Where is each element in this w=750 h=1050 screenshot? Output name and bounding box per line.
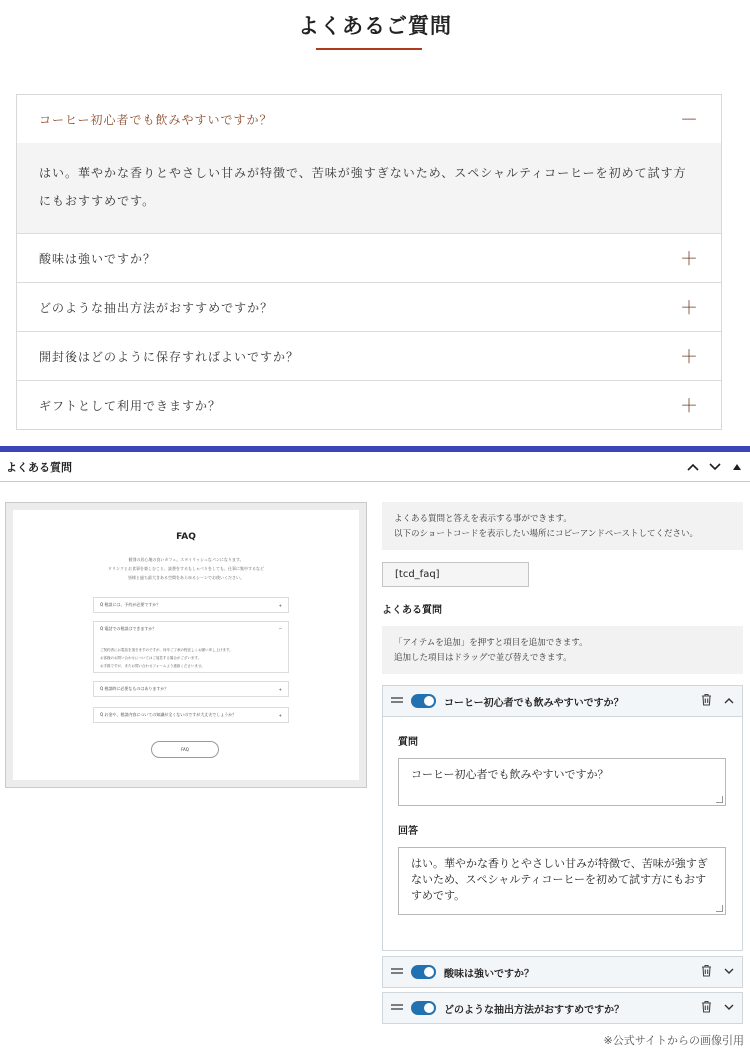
toggle-switch[interactable] (411, 1001, 436, 1015)
faq-editor-item-body (383, 716, 742, 915)
trash-icon[interactable] (701, 1000, 712, 1016)
faq-item (17, 282, 721, 331)
panel-controls (686, 460, 744, 474)
image-credit: ※公式サイトからの画像引用 (603, 1034, 744, 1047)
hint-line: 追加した項目はドラッグで並び替えできます。 (394, 653, 572, 663)
preview-question: Q 電話での相談はできますか？ (100, 626, 157, 631)
preview-answer-line: お客様のお問い合わせについてはご返答する場合がございます。 (100, 656, 202, 660)
question-textarea[interactable]: コーヒー初心者でも飲みやすいですか？ (398, 758, 726, 806)
preview-canvas (13, 510, 359, 780)
chevron-down-icon[interactable] (724, 967, 734, 978)
panel-title: よくある質問 (6, 460, 72, 474)
shortcode-field[interactable]: [tcd_faq] (382, 562, 529, 587)
preview-description (13, 555, 359, 582)
hint-box (382, 626, 743, 674)
minus-icon: − (278, 626, 282, 631)
chevron-up-icon[interactable] (686, 460, 700, 474)
question-field-label: 質問 (398, 737, 418, 748)
preview-desc-line: 個別の居心地の良いカフェ。スタイリッシュなパンになります。 (128, 557, 244, 562)
preview-question: Q お金や、相談内容についての知識が全くないのですが大丈夫でしょうか？ (100, 712, 237, 717)
faq-question-toggle[interactable] (17, 283, 721, 331)
plus-icon[interactable]: ＋ (680, 298, 699, 319)
preview-faq-item (93, 597, 289, 613)
faq-question-text: 酸味は強いですか？ (39, 251, 157, 266)
drag-handle-icon[interactable] (391, 1003, 403, 1014)
preview-question: Q 相談時に必要なものはありますか？ (100, 686, 169, 691)
title-underline (316, 48, 422, 50)
description-line: 以下のショートコードを表示したい場所にコピーアンドペーストしてください。 (394, 529, 698, 539)
faq-accordion (16, 94, 722, 430)
answer-field-label: 回答 (398, 826, 418, 837)
preview-faq-item (93, 681, 289, 697)
toggle-switch[interactable] (411, 694, 436, 708)
faq-question-text: コーヒー初心者でも飲みやすいですか？ (39, 112, 273, 127)
preview-faq-item-open (93, 621, 289, 673)
faq-editor-item-label: 酸味は強いですか？ (444, 968, 534, 980)
preview-answer-line: お手数ですが、またお問い合わせフォームより連絡くださいませ。 (100, 664, 205, 668)
faq-editor-item-label: どのような抽出方法がおすすめですか？ (444, 1004, 625, 1016)
preview-faq-item (93, 707, 289, 723)
plus-icon: + (278, 686, 282, 692)
faq-preview-thumbnail (5, 502, 367, 788)
chevron-down-icon[interactable] (724, 1003, 734, 1014)
triangle-up-icon[interactable] (730, 460, 744, 474)
preview-answer-line: ご契約者にお電話を頂きますのですが、何卒ご了承の程宜しくお願い申し上げます。 (100, 648, 233, 652)
faq-editor-item-label: コーヒー初心者でも飲みやすいですか？ (444, 697, 624, 709)
item-actions (701, 964, 734, 980)
faq-item (17, 95, 721, 233)
item-actions (701, 1000, 734, 1016)
chevron-up-icon[interactable] (724, 696, 734, 707)
description-line: よくある質問と答えを表示する事ができます。 (394, 514, 572, 524)
faq-question-toggle[interactable] (17, 95, 721, 143)
panel-header (0, 452, 750, 482)
plus-icon[interactable]: ＋ (680, 347, 699, 368)
preview-desc-line: 皆様と過ち最大きある空間をあらゆるシーンでお使いください。 (128, 575, 244, 580)
faq-editor-item-header[interactable] (383, 993, 742, 1023)
toggle-switch[interactable] (411, 965, 436, 979)
trash-icon[interactable] (701, 964, 712, 980)
faq-item (17, 233, 721, 282)
faq-page-title: よくあるご質問 (298, 14, 452, 38)
trash-icon[interactable] (701, 693, 712, 709)
drag-handle-icon[interactable] (391, 967, 403, 978)
preview-desc-line: ドリンクとお食事を楽しむこと、読書をするもしゃべりをしても、仕事に集中するなど (108, 566, 264, 571)
faq-item (17, 331, 721, 380)
plus-icon: + (278, 602, 282, 608)
description-box (382, 502, 743, 550)
faq-question-text: どのような抽出方法がおすすめですか？ (39, 300, 274, 315)
faq-question-toggle[interactable] (17, 234, 721, 282)
chevron-down-icon[interactable] (708, 460, 722, 474)
faq-editor-item (382, 992, 743, 1024)
faq-editor-item-header[interactable] (383, 957, 742, 987)
faq-item (17, 380, 721, 429)
drag-handle-icon[interactable] (391, 696, 403, 707)
plus-icon[interactable]: ＋ (680, 396, 699, 417)
faq-editor-item (382, 956, 743, 988)
faq-question-text: 開封後はどのように保存すればよいですか？ (39, 349, 300, 364)
faq-question-toggle[interactable] (17, 332, 721, 380)
item-actions (701, 693, 734, 709)
preview-answer (94, 644, 288, 672)
faq-question-text: ギフトとして利用できますか？ (39, 398, 222, 413)
faq-section-label: よくある質問 (382, 605, 442, 616)
preview-faq-button: FAQ (151, 741, 219, 758)
answer-textarea[interactable]: はい。華やかな香りとやさしい甘みが特徴で、苦味が強すぎないため、スペシャルティコーヒーを初めて試す方にもおすすめです。 (398, 847, 726, 915)
plus-icon[interactable]: ＋ (680, 249, 699, 270)
minus-icon[interactable]: － (680, 110, 699, 131)
preview-title: FAQ (176, 532, 196, 542)
faq-editor-item (382, 685, 743, 951)
hint-line: 「アイテムを追加」を押すと項目を追加できます。 (394, 638, 588, 648)
preview-question: Q 相談には、予約が必要ですか？ (100, 602, 161, 607)
plus-icon: + (278, 712, 282, 718)
preview-question-row (94, 622, 288, 632)
faq-answer-text: はい。華やかな香りとやさしい甘みが特徴で、苦味が強すぎないため、スペシャルティコーヒーを初めて試す方にもおすすめです。 (17, 143, 721, 233)
faq-question-toggle[interactable] (17, 381, 721, 429)
faq-editor-item-header[interactable] (383, 686, 742, 716)
